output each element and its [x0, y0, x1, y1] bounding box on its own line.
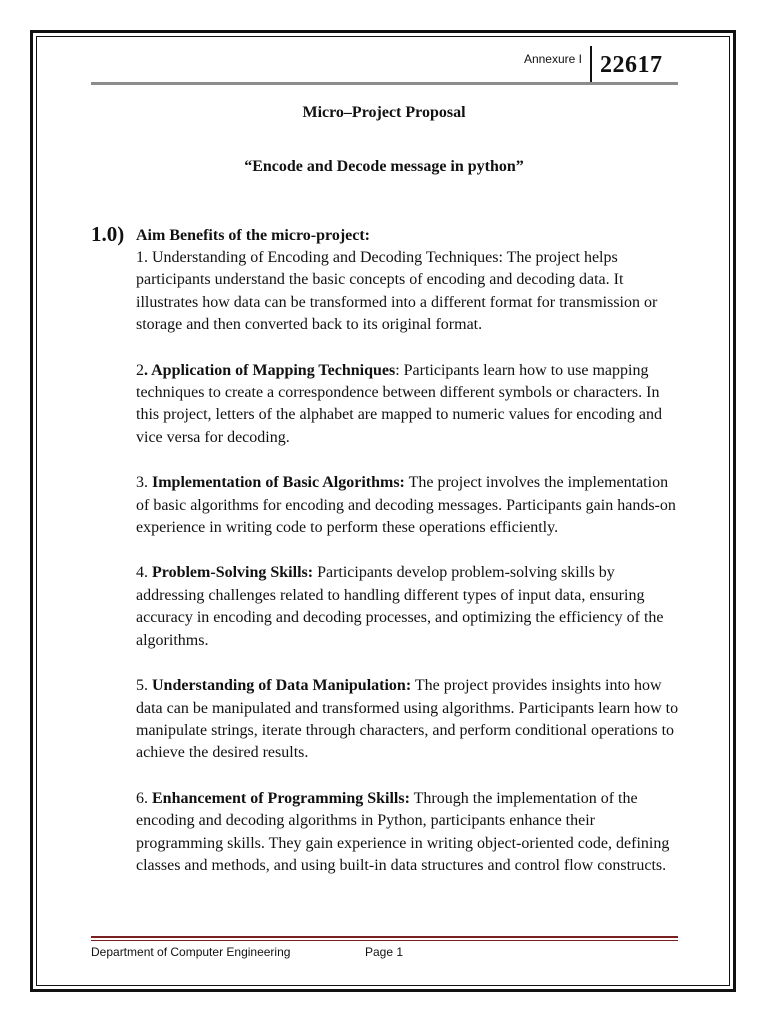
benefit-number: 1.: [136, 249, 152, 266]
benefit-item-3: [136, 472, 684, 539]
benefit-text: : Participants learn how to use mapping techniques to create a correspondence between different symbols or characters. In this project, letters of the alphabet are mapped to numeric values for encoding and vice versa for decoding.: [136, 361, 663, 446]
benefit-number: 6.: [136, 789, 152, 807]
project-title: “Encode and Decode message in python”: [244, 158, 524, 175]
benefit-text: Through the implementation of the encoding and decoding algorithms in Python, participants enhance their programming skills. They gain experience in writing object-oriented code, defining classes and methods, and using built-in data structures and control flow constructs.: [136, 789, 670, 874]
benefit-text: Understanding of Encoding and Decoding Techniques: The project helps participants understand the basic concepts of encoding and decoding data. It illustrates how data can be transformed into a different format for transmission or storage and then converted back to its original format.: [136, 249, 658, 334]
benefit-number: 5.: [136, 677, 152, 695]
benefit-item-6: [136, 788, 684, 878]
benefit-title: Understanding of Data Manipulation:: [152, 677, 412, 695]
benefit-title: Implementation of Basic Algorithms:: [152, 474, 405, 492]
benefit-title: Enhancement of Programming Skills:: [152, 789, 410, 807]
footer-department: Department of Computer Engineering: [91, 945, 291, 959]
benefit-number: 3.: [136, 474, 152, 492]
benefit-number: 2: [136, 361, 144, 379]
header-divider: [590, 46, 592, 84]
benefit-text: The project involves the implementation of basic algorithms for encoding and decoding messages. Participants gain hands-on experience in writing code to perform these operations efficiently.: [136, 474, 676, 537]
benefit-text: Participants develop problem-solving skills by addressing challenges related to handling different types of input data, ensuring accuracy in encoding and decoding processes, and optimizing the efficiency of the algorithms.: [136, 564, 664, 649]
benefit-text: The project provides insights into how data can be manipulated and transformed using algorithms. Participants learn how to manipulate strings, iterate through characters, and perform conditional operations to achieve the desired results.: [136, 677, 679, 762]
benefit-title: . Application of Mapping Techniques: [144, 361, 396, 379]
benefit-item-5: [136, 675, 684, 765]
footer-page-number: Page 1: [365, 945, 404, 959]
benefit-item-1: [136, 247, 684, 337]
section-heading: Aim Benefits of the micro-project:: [136, 227, 370, 244]
document-title: Micro–Project Proposal: [302, 104, 466, 121]
benefit-item-2: [136, 360, 684, 450]
footer-rule: [91, 936, 678, 938]
annexure-label: Annexure I: [523, 52, 582, 66]
footer-rule-thin: [91, 940, 678, 941]
header-rule: [91, 82, 678, 85]
benefit-title: Problem-Solving Skills:: [152, 564, 314, 582]
benefit-number: 4.: [136, 564, 152, 582]
section-number: 1.0): [91, 222, 125, 246]
benefits-list: [136, 247, 684, 900]
benefit-item-4: [136, 562, 684, 652]
course-code: 22617: [600, 52, 663, 78]
